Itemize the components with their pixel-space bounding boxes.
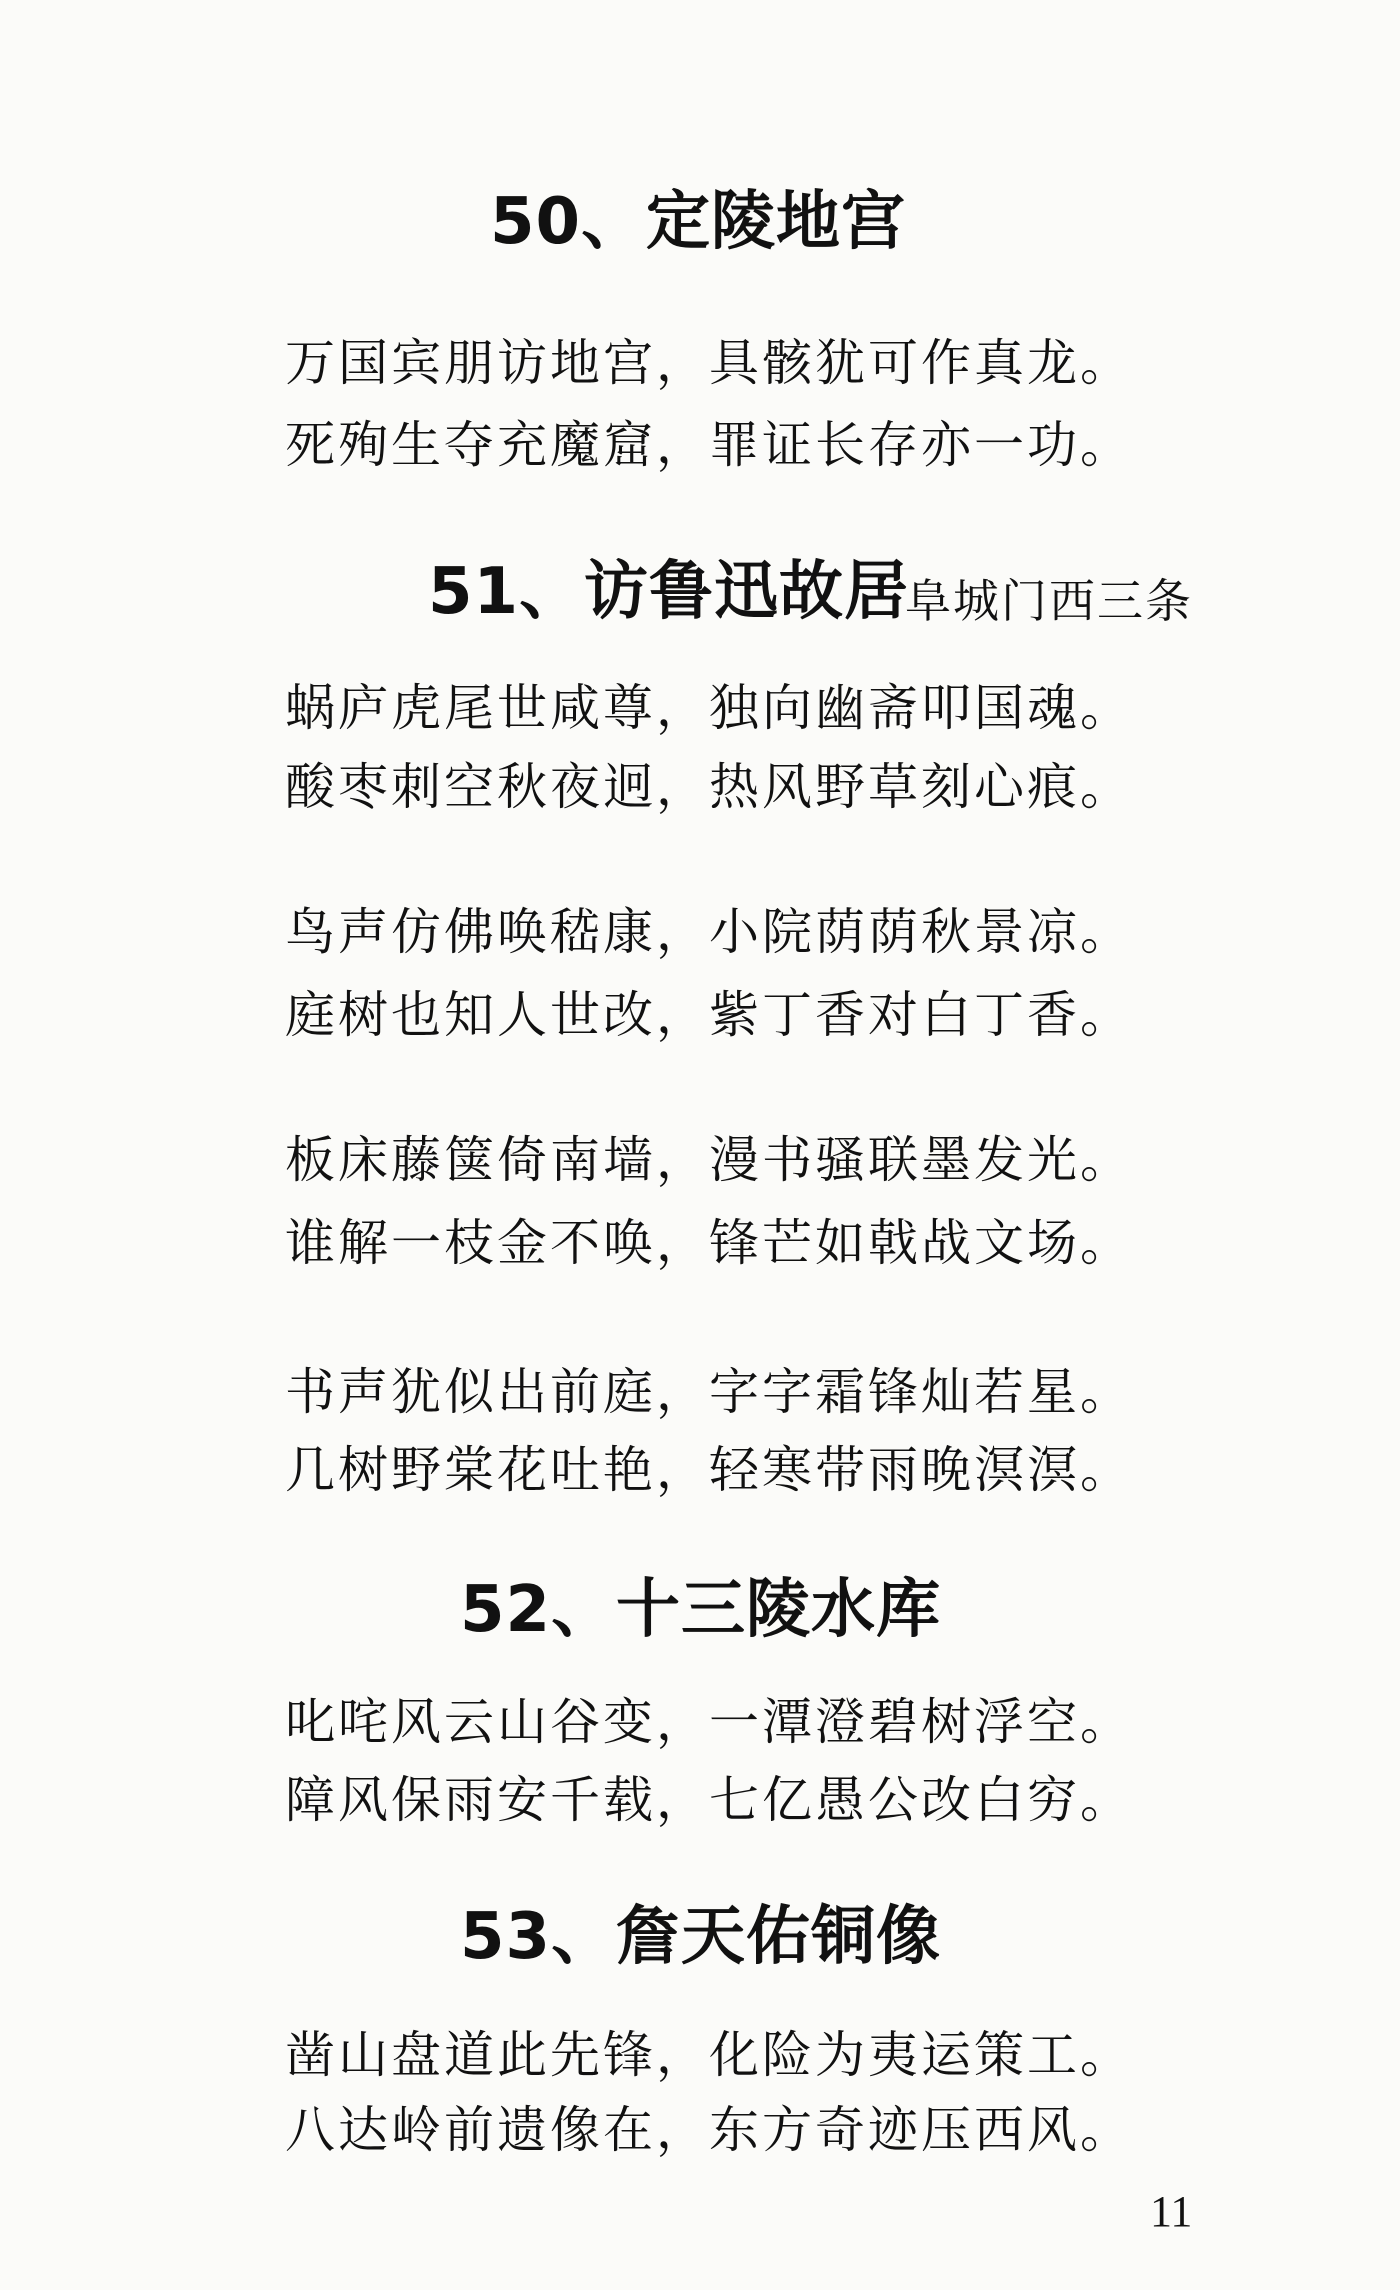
- poem-line: 万国宾朋访地宫，具骸犹可作真龙。: [285, 334, 1133, 392]
- poem-line: 鸟声仿佛唤嵇康，小院荫荫秋景凉。: [285, 903, 1133, 961]
- poem-line: 凿山盘道此先锋，化险为夷运策工。: [285, 2026, 1133, 2084]
- poem-line: 酸枣刺空秋夜迥，热风野草刻心痕。: [285, 758, 1133, 816]
- poem-title-50: 50、定陵地宫: [490, 185, 907, 259]
- poem-line: 障风保雨安千载，七亿愚公改白穷。: [285, 1771, 1133, 1829]
- page-number: 11: [1150, 2187, 1193, 2236]
- poem-title-51: 51、访鲁迅故居: [428, 555, 910, 629]
- poem-title-52: 52、十三陵水库: [460, 1573, 942, 1647]
- poem-line: 几树野棠花吐艳，轻寒带雨晚溟溟。: [285, 1441, 1133, 1499]
- poem-line: 庭树也知人世改，紫丁香对白丁香。: [285, 986, 1133, 1044]
- poem-line: 蜗庐虎尾世咸尊，独向幽斋叩国魂。: [285, 679, 1133, 737]
- poem-title-53: 53、詹天佑铜像: [460, 1900, 942, 1974]
- poem-line: 板床藤箧倚南墙，漫书骚联墨发光。: [285, 1131, 1133, 1189]
- poem-line: 书声犹似出前庭，字字霜锋灿若星。: [285, 1363, 1133, 1421]
- poem-subtitle-location: 阜城门西三条: [905, 574, 1193, 628]
- poem-line: 死殉生夺充魔窟，罪证长存亦一功。: [285, 416, 1133, 474]
- poem-line: 谁解一枝金不唤，锋芒如戟战文场。: [285, 1214, 1133, 1272]
- poem-line: 叱咤风云山谷变，一潭澄碧树浮空。: [285, 1693, 1133, 1751]
- poem-line: 八达岭前遗像在，东方奇迹压西风。: [285, 2101, 1133, 2159]
